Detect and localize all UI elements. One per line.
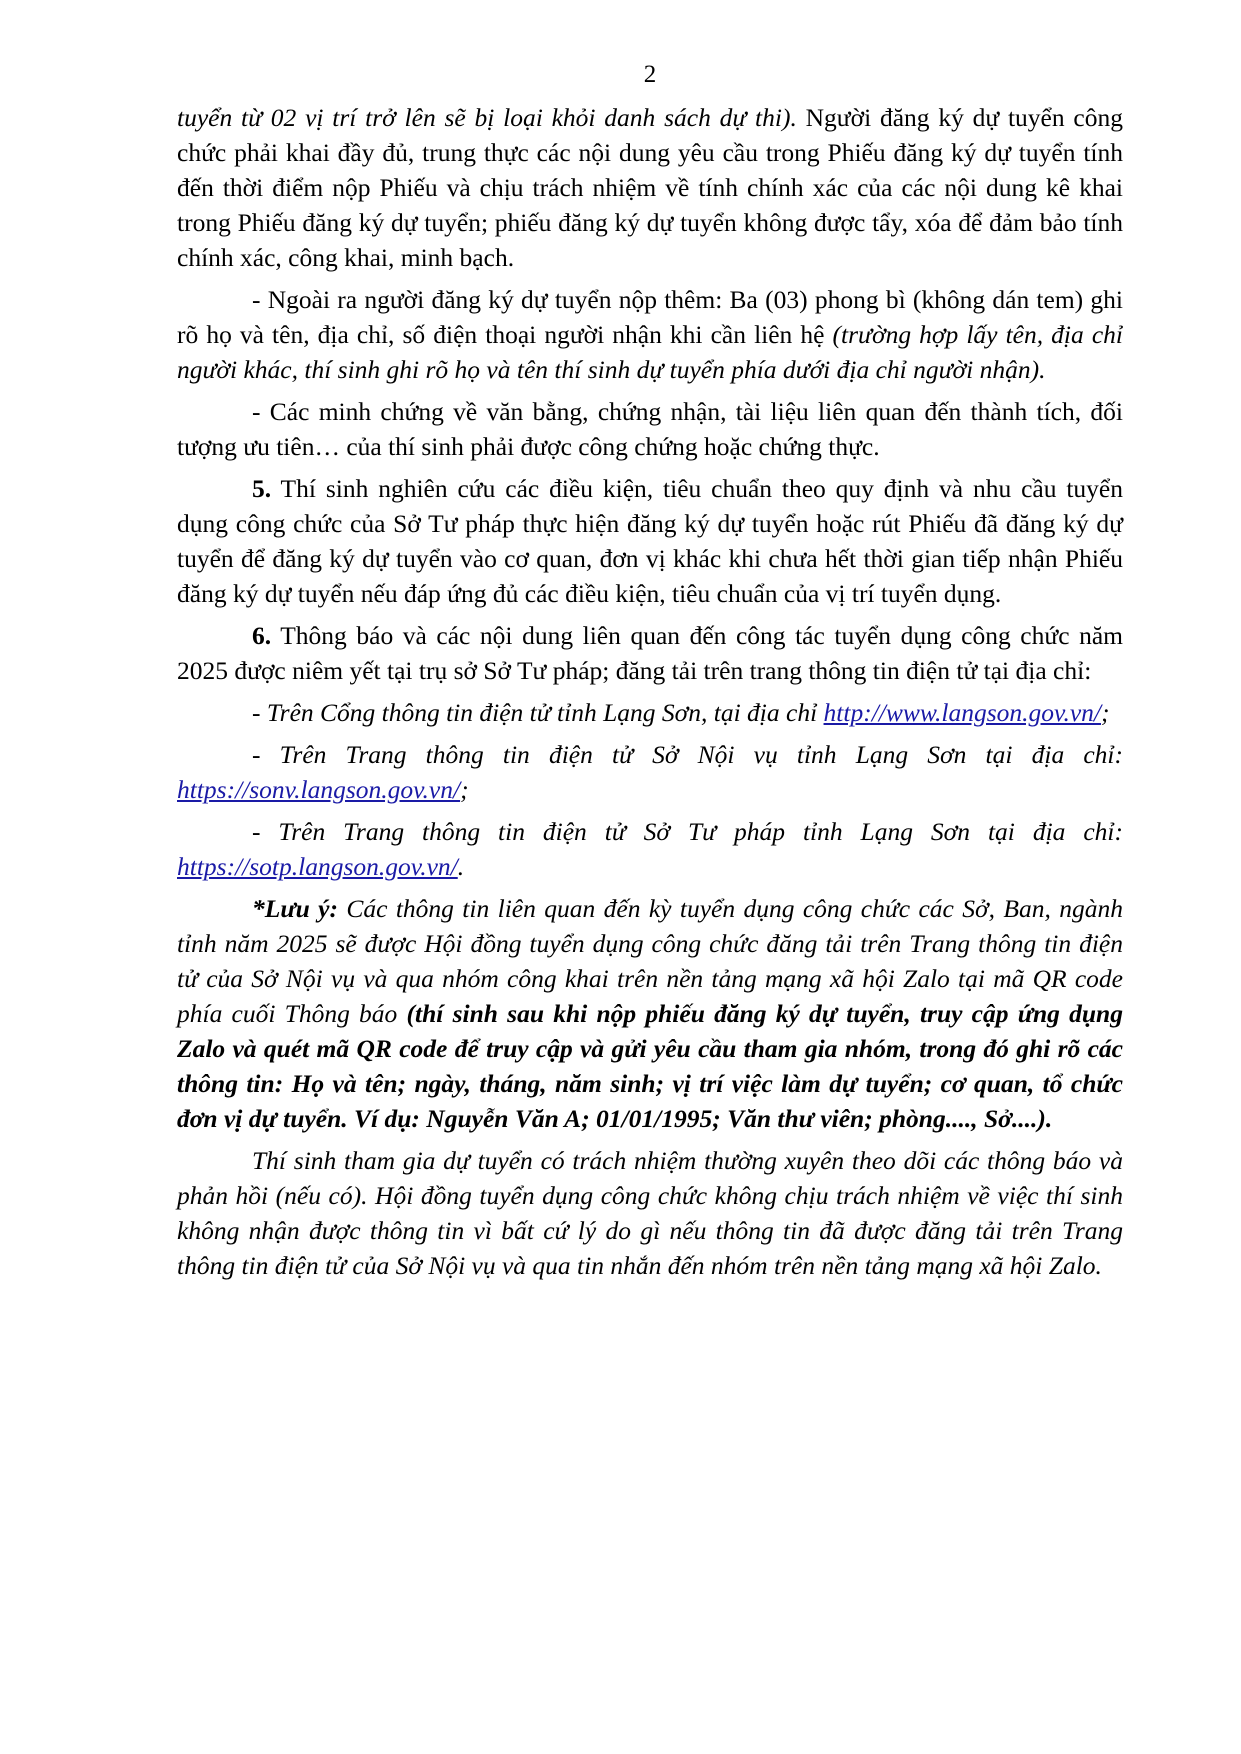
paragraph-certificates xyxy=(177,394,1123,464)
link-suffix: . xyxy=(457,852,465,881)
link-prefix: - Trên Trang thông tin điện tử Sở Nội vụ tỉnh Lạng Sơn tại địa chỉ: xyxy=(252,740,1123,769)
paragraph-registration-requirements xyxy=(177,100,1123,275)
note-label: *Lưu ý: xyxy=(252,894,338,923)
body-text: - Ngoài ra người đăng ký dự tuyển nộp thêm: Ba (03) phong bì (không dán tem) ghi rõ họ và tên, địa chỉ, số điện thoại người nhận khi cần liên hệ xyxy=(177,285,1123,349)
italic-note-text: (trường hợp lấy tên, địa chỉ người khác, thí sinh ghi rõ họ và tên thí sinh dự tuyển phía dưới địa chỉ người nhận). xyxy=(177,320,1123,384)
sotp-link[interactable]: https://sotp.langson.gov.vn/ xyxy=(177,852,458,881)
paragraph-item-5 xyxy=(177,471,1123,611)
link-prefix: - Trên Cổng thông tin điện tử tỉnh Lạng Sơn, tại địa chỉ xyxy=(252,698,824,727)
body-text: Thông báo và các nội dung liên quan đến công tác tuyển dụng công chức năm 2025 được niêm yết tại trụ sở Sở Tư pháp; đăng tải trên trang thông tin điện tử tại địa chỉ: xyxy=(177,621,1123,685)
langson-portal-link[interactable]: http://www.langson.gov.vn/ xyxy=(823,698,1101,727)
sonv-link[interactable]: https://sonv.langson.gov.vn/ xyxy=(177,775,461,804)
item-number: 6. xyxy=(252,621,272,650)
page-number: 2 xyxy=(643,61,657,88)
document-page xyxy=(177,58,1123,1290)
link-line-sonv xyxy=(177,737,1123,807)
paragraph-item-6 xyxy=(177,618,1123,688)
link-line-sotp xyxy=(177,814,1123,884)
closing-text: Thí sinh tham gia dự tuyển có trách nhiệm thường xuyên theo dõi các thông báo và phản hồi (nếu có). Hội đồng tuyển dụng công chức không chịu trách nhiệm về việc thí sinh không nhận được thông tin vì bất cứ lý do gì nếu thông tin đã được đăng tải trên Trang thông tin điện tử của Sở Nội vụ và qua tin nhắn đến nhóm trên nền tảng mạng xã hội Zalo. xyxy=(177,1146,1123,1280)
link-suffix: ; xyxy=(460,775,469,804)
link-line-langson-portal xyxy=(177,695,1123,730)
paragraph-note xyxy=(177,891,1123,1136)
link-prefix: - Trên Trang thông tin điện tử Sở Tư pháp tỉnh Lạng Sơn tại địa chỉ: xyxy=(252,817,1123,846)
body-text: - Các minh chứng về văn bằng, chứng nhận, tài liệu liên quan đến thành tích, đối tượng ưu tiên… của thí sinh phải được công chứng hoặc chứng thực. xyxy=(177,397,1123,461)
body-text: Người đăng ký dự tuyển công chức phải khai đầy đủ, trung thực các nội dung yêu cầu trong Phiếu đăng ký dự tuyển tính đến thời điểm nộp Phiếu và chịu trách nhiệm về tính chính xác của các nội dung kê khai trong Phiếu đăng ký dự tuyển; phiếu đăng ký dự tuyển không được tẩy, xóa để đảm bảo tính chính xác, công khai, minh bạch. xyxy=(177,103,1123,272)
note-italic-text: Các thông tin liên quan đến kỳ tuyển dụng công chức các Sở, Ban, ngành tỉnh năm 2025 sẽ được Hội đồng tuyển dụng công chức đăng tải trên Trang thông tin điện tử của Sở Nội vụ và qua nhóm công khai trên nền tảng mạng xã hội Zalo tại mã QR code phía cuối Thông báo xyxy=(177,894,1123,1028)
link-suffix: ; xyxy=(1100,698,1110,727)
item-number: 5. xyxy=(252,474,272,503)
paragraph-closing xyxy=(177,1143,1123,1283)
italic-lead-text: tuyển từ 02 vị trí trở lên sẽ bị loại khỏi danh sách dự thi). xyxy=(177,103,797,132)
note-bold-text: (thí sinh sau khi nộp phiếu đăng ký dự tuyển, truy cập ứng dụng Zalo và quét mã QR code để truy cập và gửi yêu cầu tham gia nhóm, trong đó ghi rõ các thông tin: Họ và tên; ngày, tháng, năm sinh; vị trí việc làm dự tuyển; cơ quan, tổ chức đơn vị dự tuyển. Ví dụ: Nguyễn Văn A; 01/01/1995; Văn thư viên; phòng...., Sở....). xyxy=(177,999,1123,1133)
paragraph-envelopes xyxy=(177,282,1123,387)
body-text: Thí sinh nghiên cứu các điều kiện, tiêu chuẩn theo quy định và nhu cầu tuyển dụng công chức của Sở Tư pháp thực hiện đăng ký dự tuyển hoặc rút Phiếu đã đăng ký dự tuyển để đăng ký dự tuyển vào cơ quan, đơn vị khác khi chưa hết thời gian tiếp nhận Phiếu đăng ký dự tuyển nếu đáp ứng đủ các điều kiện, tiêu chuẩn của vị trí tuyển dụng. xyxy=(177,474,1123,608)
